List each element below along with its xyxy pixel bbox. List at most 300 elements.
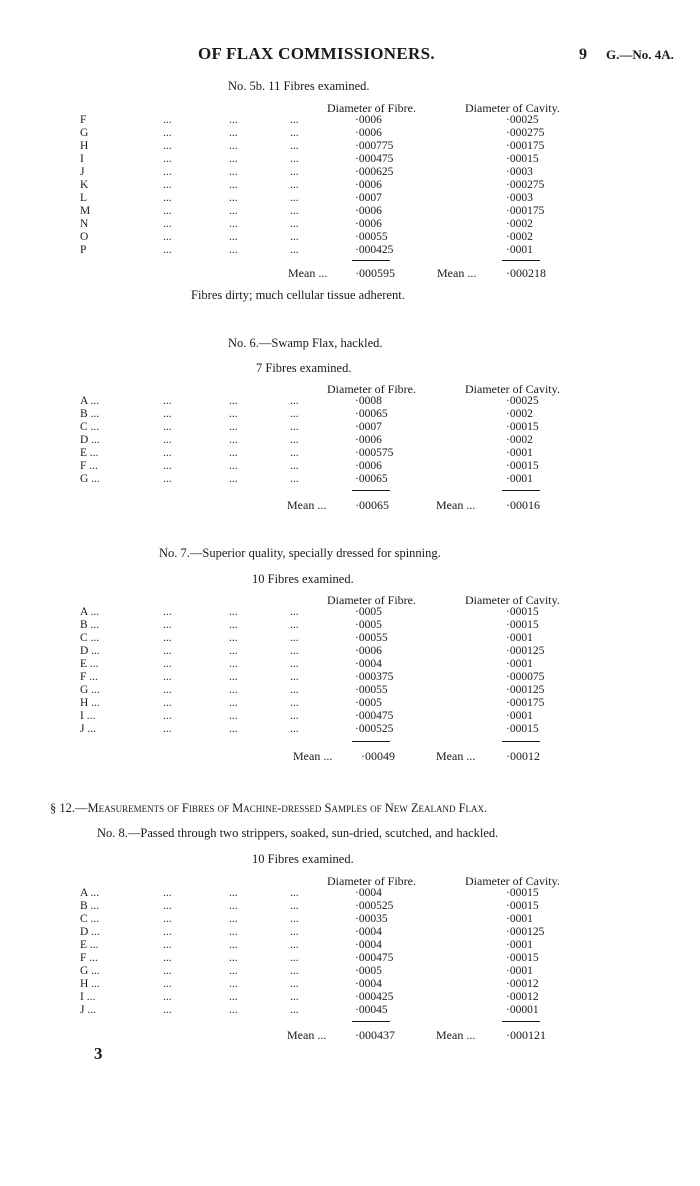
fibre-diameter: ·0005 — [355, 965, 382, 977]
fibre-diameter: ·0006 — [355, 460, 382, 472]
row-label: C ... — [80, 632, 100, 644]
leader-dots: ... — [163, 460, 172, 472]
table-row — [0, 218, 700, 231]
leader-dots: ... — [163, 244, 172, 256]
leader-dots: ... — [290, 619, 299, 631]
fibre-diameter: ·0006 — [355, 434, 382, 446]
cavity-diameter: ·0001 — [506, 632, 533, 644]
leader-dots: ... — [290, 460, 299, 472]
leader-dots: ... — [163, 710, 172, 722]
leader-dots: ... — [290, 244, 299, 256]
cavity-diameter: ·00015 — [506, 153, 539, 165]
table-row — [0, 684, 700, 697]
row-label: F ... — [80, 671, 98, 683]
row-label: J ... — [80, 723, 96, 735]
table-row — [0, 434, 700, 447]
leader-dots: ... — [163, 965, 172, 977]
leader-dots: ... — [163, 887, 172, 899]
row-label: B ... — [80, 619, 100, 631]
cavity-diameter: ·0001 — [506, 473, 533, 485]
table-row — [0, 619, 700, 632]
leader-dots: ... — [290, 179, 299, 191]
cavity-diameter: ·00015 — [506, 900, 539, 912]
leader-dots: ... — [290, 710, 299, 722]
leader-dots: ... — [163, 140, 172, 152]
leader-dots: ... — [163, 619, 172, 631]
fibre-diameter: ·0005 — [355, 606, 382, 618]
leader-dots: ... — [163, 192, 172, 204]
row-label: G — [80, 127, 89, 139]
mean-label: Mean ... — [293, 749, 333, 763]
leader-dots: ... — [290, 1004, 299, 1016]
fibre-diameter: ·0005 — [355, 619, 382, 631]
table-row — [0, 140, 700, 153]
leader-dots: ... — [229, 978, 238, 990]
leader-dots: ... — [163, 231, 172, 243]
leader-dots: ... — [229, 658, 238, 670]
cavity-diameter: ·0001 — [506, 913, 533, 925]
leader-dots: ... — [229, 710, 238, 722]
leader-dots: ... — [229, 939, 238, 951]
leader-dots: ... — [229, 913, 238, 925]
section-12-heading — [50, 801, 487, 816]
fibre-diameter: ·0006 — [355, 645, 382, 657]
row-label: E ... — [80, 447, 99, 459]
leader-dots: ... — [229, 926, 238, 938]
cavity-diameter: ·0003 — [506, 192, 533, 204]
document-reference: G.—No. 4A. — [606, 47, 674, 62]
leader-dots: ... — [163, 645, 172, 657]
table-row — [0, 697, 700, 710]
leader-dots: ... — [229, 723, 238, 735]
row-label: P — [80, 244, 87, 256]
mean-cavity-value: ·000121 — [506, 1028, 546, 1042]
table-row — [0, 205, 700, 218]
section-12-title: Measurements of Fibres of Machine-dressed Samples of New Zealand Flax. — [87, 801, 488, 815]
leader-dots: ... — [229, 408, 238, 420]
row-label: M — [80, 205, 91, 217]
leader-dots: ... — [163, 658, 172, 670]
section-8-fibre-header: Diameter of Fibre. — [327, 874, 416, 888]
mean-cavity-value: ·00012 — [506, 749, 540, 763]
row-label: I ... — [80, 991, 96, 1003]
leader-dots: ... — [290, 114, 299, 126]
table-row — [0, 887, 700, 900]
table-row — [0, 231, 700, 244]
leader-dots: ... — [229, 887, 238, 899]
leader-dots: ... — [290, 645, 299, 657]
fibre-diameter: ·00035 — [355, 913, 388, 925]
sum-rule — [502, 741, 540, 742]
leader-dots: ... — [163, 684, 172, 696]
leader-dots: ... — [290, 926, 299, 938]
row-label: E ... — [80, 939, 99, 951]
cavity-diameter: ·00001 — [506, 1004, 539, 1016]
leader-dots: ... — [163, 606, 172, 618]
leader-dots: ... — [229, 153, 238, 165]
section-7-cavity-header: Diameter of Cavity. — [465, 593, 560, 607]
table-row — [0, 395, 700, 408]
leader-dots: ... — [229, 671, 238, 683]
leader-dots: ... — [163, 697, 172, 709]
row-label: O — [80, 231, 89, 243]
leader-dots: ... — [290, 447, 299, 459]
fibre-diameter: ·0008 — [355, 395, 382, 407]
table-row — [0, 991, 700, 1004]
leader-dots: ... — [229, 900, 238, 912]
table-row — [0, 244, 700, 257]
fibre-diameter: ·0004 — [355, 978, 382, 990]
row-label: C ... — [80, 913, 100, 925]
leader-dots: ... — [163, 671, 172, 683]
leader-dots: ... — [163, 473, 172, 485]
fibre-diameter: ·0004 — [355, 658, 382, 670]
page-title: OF FLAX COMMISSIONERS. — [198, 44, 435, 63]
leader-dots: ... — [290, 978, 299, 990]
leader-dots: ... — [229, 218, 238, 230]
row-label: A ... — [80, 606, 100, 618]
leader-dots: ... — [229, 697, 238, 709]
row-label: G ... — [80, 684, 100, 696]
leader-dots: ... — [163, 723, 172, 735]
row-label: E ... — [80, 658, 99, 670]
leader-dots: ... — [290, 153, 299, 165]
cavity-diameter: ·000125 — [506, 684, 545, 696]
leader-dots: ... — [163, 114, 172, 126]
leader-dots: ... — [290, 697, 299, 709]
fibre-diameter: ·000375 — [355, 671, 394, 683]
table-row — [0, 658, 700, 671]
leader-dots: ... — [163, 434, 172, 446]
cavity-diameter: ·000125 — [506, 645, 545, 657]
row-label: L — [80, 192, 88, 204]
fibre-diameter: ·000475 — [355, 952, 394, 964]
fibre-diameter: ·000425 — [355, 991, 394, 1003]
fibre-diameter: ·000525 — [355, 723, 394, 735]
row-label: I — [80, 153, 84, 165]
section-5b-cavity-header: Diameter of Cavity. — [465, 101, 560, 115]
row-label: G ... — [80, 965, 100, 977]
row-label: F ... — [80, 460, 98, 472]
fibre-diameter: ·000775 — [355, 140, 394, 152]
cavity-diameter: ·00015 — [506, 606, 539, 618]
mean-label: Mean ... — [436, 498, 476, 512]
cavity-diameter: ·0003 — [506, 166, 533, 178]
row-label: J ... — [80, 1004, 96, 1016]
table-row — [0, 473, 700, 486]
row-label: G ... — [80, 473, 100, 485]
section-8-fibres-caption: 10 Fibres examined. — [252, 852, 354, 866]
section-6-caption: No. 6.—Swamp Flax, hackled. — [228, 336, 383, 350]
row-label: A ... — [80, 395, 100, 407]
row-label: J — [80, 166, 85, 178]
table-row — [0, 645, 700, 658]
mean-label: Mean ... — [288, 266, 328, 280]
table-row — [0, 965, 700, 978]
fibre-diameter: ·00055 — [355, 231, 388, 243]
page-number: 9 — [579, 46, 587, 63]
section-5b-note: Fibres dirty; much cellular tissue adherent. — [191, 288, 405, 302]
row-label: K — [80, 179, 89, 191]
leader-dots: ... — [290, 658, 299, 670]
table-row — [0, 166, 700, 179]
leader-dots: ... — [229, 421, 238, 433]
table-row — [0, 606, 700, 619]
leader-dots: ... — [163, 447, 172, 459]
leader-dots: ... — [290, 723, 299, 735]
leader-dots: ... — [229, 632, 238, 644]
leader-dots: ... — [163, 952, 172, 964]
cavity-diameter: ·000125 — [506, 926, 545, 938]
fibre-diameter: ·0004 — [355, 939, 382, 951]
section-7-fibre-header: Diameter of Fibre. — [327, 593, 416, 607]
section-7-fibres-caption: 10 Fibres examined. — [252, 572, 354, 586]
fibre-diameter: ·0006 — [355, 179, 382, 191]
cavity-diameter: ·00025 — [506, 395, 539, 407]
cavity-diameter: ·0002 — [506, 231, 533, 243]
leader-dots: ... — [229, 991, 238, 1003]
leader-dots: ... — [163, 1004, 172, 1016]
leader-dots: ... — [163, 913, 172, 925]
leader-dots: ... — [229, 606, 238, 618]
fibre-diameter: ·00055 — [355, 684, 388, 696]
table-row — [0, 926, 700, 939]
row-label: B ... — [80, 408, 100, 420]
leader-dots: ... — [290, 913, 299, 925]
cavity-diameter: ·0002 — [506, 408, 533, 420]
table-row — [0, 153, 700, 166]
table-row — [0, 710, 700, 723]
fibre-diameter: ·000575 — [355, 447, 394, 459]
leader-dots: ... — [229, 395, 238, 407]
leader-dots: ... — [290, 395, 299, 407]
leader-dots: ... — [229, 645, 238, 657]
leader-dots: ... — [290, 684, 299, 696]
leader-dots: ... — [229, 1004, 238, 1016]
cavity-diameter: ·000275 — [506, 127, 545, 139]
leader-dots: ... — [290, 900, 299, 912]
leader-dots: ... — [229, 244, 238, 256]
table-row — [0, 192, 700, 205]
row-label: H — [80, 140, 89, 152]
mean-label: Mean ... — [436, 1028, 476, 1042]
leader-dots: ... — [229, 684, 238, 696]
section-6-fibres-caption: 7 Fibres examined. — [256, 361, 352, 375]
leader-dots: ... — [163, 153, 172, 165]
row-label: H ... — [80, 978, 100, 990]
cavity-diameter: ·0002 — [506, 218, 533, 230]
leader-dots: ... — [163, 978, 172, 990]
fibre-diameter: ·000425 — [355, 244, 394, 256]
fibre-diameter: ·0007 — [355, 192, 382, 204]
mean-label: Mean ... — [437, 266, 477, 280]
leader-dots: ... — [229, 473, 238, 485]
fibre-diameter: ·000625 — [355, 166, 394, 178]
row-label: A ... — [80, 887, 100, 899]
leader-dots: ... — [290, 939, 299, 951]
mean-label: Mean ... — [287, 498, 327, 512]
signature-mark: 3 — [94, 1044, 103, 1063]
sum-rule — [352, 260, 390, 261]
leader-dots: ... — [290, 671, 299, 683]
row-label: B ... — [80, 900, 100, 912]
table-row — [0, 723, 700, 736]
section-8-cavity-header: Diameter of Cavity. — [465, 874, 560, 888]
mean-fibre-value: ·00049 — [361, 749, 395, 763]
leader-dots: ... — [229, 952, 238, 964]
mean-fibre-value: ·000595 — [355, 266, 395, 280]
table-row — [0, 1004, 700, 1017]
row-label: F ... — [80, 952, 98, 964]
row-label: D ... — [80, 434, 100, 446]
section-6-cavity-header: Diameter of Cavity. — [465, 382, 560, 396]
row-label: F — [80, 114, 87, 126]
row-label: C ... — [80, 421, 100, 433]
cavity-diameter: ·00012 — [506, 978, 539, 990]
cavity-diameter: ·00015 — [506, 723, 539, 735]
fibre-diameter: ·000475 — [355, 153, 394, 165]
leader-dots: ... — [229, 460, 238, 472]
table-row — [0, 900, 700, 913]
section-5b-caption: No. 5b. 11 Fibres examined. — [228, 79, 370, 93]
section-6-fibre-header: Diameter of Fibre. — [327, 382, 416, 396]
leader-dots: ... — [163, 205, 172, 217]
fibre-diameter: ·0006 — [355, 205, 382, 217]
leader-dots: ... — [163, 179, 172, 191]
leader-dots: ... — [163, 395, 172, 407]
leader-dots: ... — [163, 127, 172, 139]
table-row — [0, 460, 700, 473]
table-row — [0, 913, 700, 926]
leader-dots: ... — [290, 218, 299, 230]
leader-dots: ... — [290, 408, 299, 420]
fibre-diameter: ·0006 — [355, 218, 382, 230]
leader-dots: ... — [290, 952, 299, 964]
fibre-diameter: ·0004 — [355, 926, 382, 938]
table-row — [0, 127, 700, 140]
table-row — [0, 421, 700, 434]
leader-dots: ... — [163, 926, 172, 938]
sum-rule — [502, 260, 540, 261]
row-label: D ... — [80, 645, 100, 657]
mean-label: Mean ... — [436, 749, 476, 763]
leader-dots: ... — [163, 408, 172, 420]
sum-rule — [352, 741, 390, 742]
section-5b-fibre-header: Diameter of Fibre. — [327, 101, 416, 115]
fibre-diameter: ·00045 — [355, 1004, 388, 1016]
row-label: D ... — [80, 926, 100, 938]
leader-dots: ... — [229, 205, 238, 217]
leader-dots: ... — [229, 114, 238, 126]
fibre-diameter: ·0004 — [355, 887, 382, 899]
leader-dots: ... — [290, 127, 299, 139]
fibre-diameter: ·0007 — [355, 421, 382, 433]
mean-cavity-value: ·00016 — [506, 498, 540, 512]
leader-dots: ... — [229, 619, 238, 631]
cavity-diameter: ·0001 — [506, 939, 533, 951]
table-row — [0, 952, 700, 965]
mean-fibre-value: ·000437 — [355, 1028, 395, 1042]
leader-dots: ... — [290, 632, 299, 644]
mean-cavity-value: ·000218 — [506, 266, 546, 280]
fibre-diameter: ·000475 — [355, 710, 394, 722]
mean-fibre-value: ·00065 — [355, 498, 389, 512]
section-7-caption: No. 7.—Superior quality, specially dressed for spinning. — [159, 546, 441, 560]
leader-dots: ... — [163, 421, 172, 433]
cavity-diameter: ·0001 — [506, 710, 533, 722]
leader-dots: ... — [163, 632, 172, 644]
leader-dots: ... — [229, 447, 238, 459]
table-row — [0, 671, 700, 684]
table-row — [0, 179, 700, 192]
section-8-caption: No. 8.—Passed through two strippers, soaked, sun-dried, scutched, and hackled. — [97, 826, 499, 840]
leader-dots: ... — [290, 991, 299, 1003]
fibre-diameter: ·0006 — [355, 127, 382, 139]
leader-dots: ... — [290, 421, 299, 433]
table-row — [0, 447, 700, 460]
fibre-diameter: ·00065 — [355, 473, 388, 485]
sum-rule — [352, 490, 390, 491]
fibre-diameter: ·00055 — [355, 632, 388, 644]
cavity-diameter: ·00015 — [506, 619, 539, 631]
leader-dots: ... — [229, 231, 238, 243]
cavity-diameter: ·00015 — [506, 421, 539, 433]
cavity-diameter: ·000075 — [506, 671, 545, 683]
leader-dots: ... — [290, 140, 299, 152]
cavity-diameter: ·0001 — [506, 658, 533, 670]
cavity-diameter: ·000275 — [506, 179, 545, 191]
fibre-diameter: ·00065 — [355, 408, 388, 420]
mean-label: Mean ... — [287, 1028, 327, 1042]
cavity-diameter: ·0001 — [506, 244, 533, 256]
leader-dots: ... — [290, 887, 299, 899]
leader-dots: ... — [229, 140, 238, 152]
leader-dots: ... — [229, 179, 238, 191]
table-row — [0, 408, 700, 421]
leader-dots: ... — [290, 231, 299, 243]
leader-dots: ... — [290, 473, 299, 485]
table-row — [0, 978, 700, 991]
leader-dots: ... — [163, 166, 172, 178]
leader-dots: ... — [290, 606, 299, 618]
cavity-diameter: ·00025 — [506, 114, 539, 126]
cavity-diameter: ·00012 — [506, 991, 539, 1003]
leader-dots: ... — [229, 434, 238, 446]
leader-dots: ... — [229, 192, 238, 204]
cavity-diameter: ·0001 — [506, 965, 533, 977]
leader-dots: ... — [163, 939, 172, 951]
table-row — [0, 939, 700, 952]
cavity-diameter: ·000175 — [506, 697, 545, 709]
leader-dots: ... — [163, 900, 172, 912]
leader-dots: ... — [290, 192, 299, 204]
fibre-diameter: ·000525 — [355, 900, 394, 912]
section-12-prefix: § 12.— — [50, 801, 88, 815]
row-label: I ... — [80, 710, 96, 722]
cavity-diameter: ·0001 — [506, 447, 533, 459]
sum-rule — [502, 490, 540, 491]
leader-dots: ... — [229, 166, 238, 178]
leader-dots: ... — [290, 166, 299, 178]
cavity-diameter: ·000175 — [506, 205, 545, 217]
leader-dots: ... — [290, 965, 299, 977]
leader-dots: ... — [163, 218, 172, 230]
fibre-diameter: ·0006 — [355, 114, 382, 126]
table-row — [0, 632, 700, 645]
fibre-diameter: ·0005 — [355, 697, 382, 709]
leader-dots: ... — [290, 205, 299, 217]
cavity-diameter: ·000175 — [506, 140, 545, 152]
